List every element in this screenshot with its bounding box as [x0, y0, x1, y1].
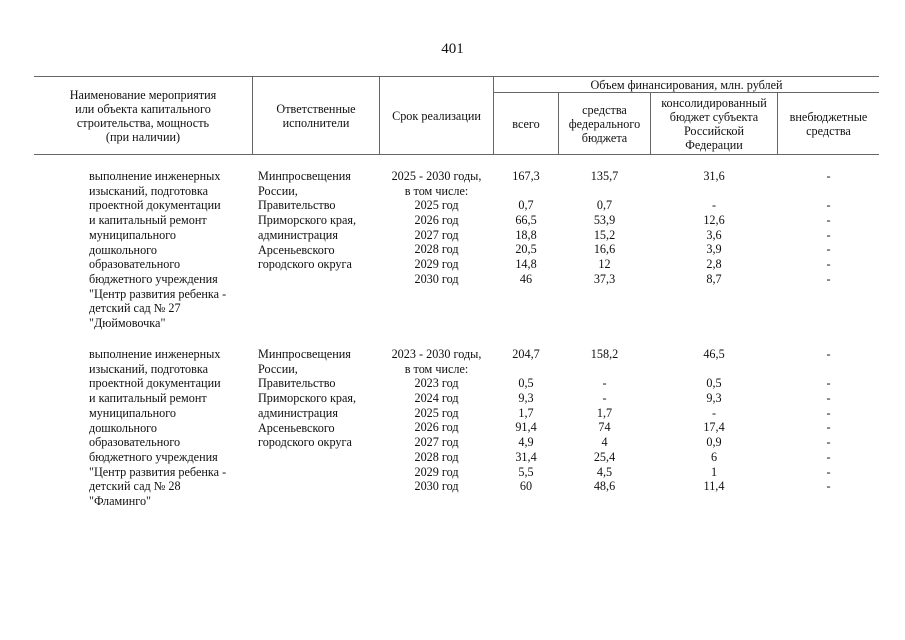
header-federal: средства федерального бюджета	[568, 102, 641, 145]
header-name: Наименование мероприятия или объекта капитального строительства, мощность (при наличии)	[69, 87, 217, 144]
total-value: 91,4	[515, 420, 537, 435]
period-line: 2027 год	[414, 227, 459, 242]
federal-value: 4,5	[596, 464, 613, 479]
regional-value: 2,8	[706, 257, 722, 272]
extrabudget-value: -	[826, 198, 831, 213]
total-value: 60	[519, 479, 533, 494]
federal-value: 12	[598, 257, 611, 272]
period-line: 2028 год	[414, 449, 459, 464]
federal-value: 4	[601, 435, 608, 450]
federal-value: 53,9	[593, 213, 616, 228]
period-line: 2025 год	[414, 405, 459, 420]
period-line: 2023 - 2030 годы,	[391, 347, 482, 361]
federal-value: 158,2	[590, 347, 619, 361]
row-2-federal	[559, 347, 650, 494]
period-line: 2026 год	[414, 213, 459, 228]
header-regional: консолидированный бюджет субъекта Российской Федерации	[661, 95, 767, 152]
federal-value	[559, 184, 650, 199]
extrabudget-value: -	[826, 213, 831, 228]
total-value	[494, 362, 558, 377]
extrabudget-value: -	[826, 376, 831, 391]
regional-value: 0,9	[706, 435, 722, 450]
federal-value: -	[602, 376, 607, 391]
extrabudget-value: -	[826, 257, 831, 272]
period-line: 2029 год	[414, 257, 459, 272]
extrabudget-value: -	[826, 227, 831, 242]
total-value: 66,5	[515, 213, 537, 228]
row-2-responsible: Минпросвещения России, Правительство Приморского края, администрация Арсеньевского городского округа	[258, 347, 357, 450]
extrabudget-value: -	[826, 391, 831, 406]
regional-value: 8,7	[706, 271, 722, 286]
federal-value: -	[602, 391, 607, 406]
total-value: 1,7	[518, 405, 534, 420]
period-line: 2027 год	[414, 435, 459, 450]
total-value: 14,8	[515, 257, 537, 272]
row-1-total	[494, 169, 558, 287]
federal-value	[559, 362, 650, 377]
period-line: 2030 год	[414, 271, 459, 286]
extrabudget-value: -	[826, 271, 831, 286]
federal-value: 74	[598, 420, 611, 435]
header-bottom-border	[34, 154, 879, 155]
total-value: 20,5	[515, 242, 537, 257]
period-line: 2025 - 2030 годы,	[391, 169, 482, 183]
period-line: в том числе:	[404, 361, 469, 376]
total-value: 0,5	[518, 376, 534, 391]
row-1-name: выполнение инженерных изысканий, подготовка проектной документации и капитальный ремонт муниципального дошкольного образовательного бюджетного учреждения "Центр развития ребенка - детский сад № 27 "Дюймовочка"	[89, 169, 227, 331]
row-2-total	[494, 347, 558, 494]
regional-value: 3,6	[706, 227, 722, 242]
federal-value: 48,6	[593, 479, 616, 494]
period-line: в том числе:	[404, 183, 469, 198]
row-2-regional	[651, 347, 777, 494]
extrabudget-value: -	[826, 479, 831, 494]
period-line: 2028 год	[414, 242, 459, 257]
regional-value: 17,4	[703, 420, 725, 435]
period-line: 2023 год	[414, 376, 459, 391]
total-value: 0,7	[518, 198, 534, 213]
period-line: 2029 год	[414, 464, 459, 479]
regional-value: 1	[710, 464, 718, 479]
row-1-regional	[651, 169, 777, 287]
regional-value: 12,6	[703, 213, 725, 228]
total-value: 5,5	[518, 464, 534, 479]
page-number: 401	[441, 41, 464, 57]
header-responsible: Ответственные исполнители	[276, 101, 356, 130]
regional-value: 6	[710, 449, 718, 464]
period-line: 2026 год	[414, 420, 459, 435]
regional-value: 46,5	[703, 347, 725, 361]
regional-value: 9,3	[706, 391, 722, 406]
regional-value	[651, 362, 777, 377]
total-value: 4,9	[518, 435, 534, 450]
federal-value: 0,7	[596, 198, 613, 213]
row-1-periods	[380, 169, 493, 287]
federal-value: 25,4	[593, 449, 616, 464]
total-value: 167,3	[512, 169, 540, 183]
row-1-federal	[559, 169, 650, 287]
header-total: всего	[512, 116, 540, 131]
row-2-extrabudget	[778, 347, 879, 494]
total-value: 46	[519, 271, 533, 286]
regional-value: -	[711, 405, 717, 420]
regional-value: 31,6	[703, 169, 725, 183]
period-line: 2024 год	[414, 391, 459, 406]
extrabudget-value: -	[826, 242, 831, 257]
row-1-responsible: Минпросвещения России, Правительство Приморского края, администрация Арсеньевского городского округа	[258, 169, 357, 272]
extrabudget-value: -	[826, 435, 831, 450]
federal-value: 1,7	[596, 405, 613, 420]
regional-value: 0,5	[706, 376, 722, 391]
regional-value: 3,9	[706, 242, 722, 257]
extrabudget-value: -	[826, 464, 831, 479]
federal-value: 16,6	[593, 242, 616, 257]
total-value: 31,4	[515, 449, 537, 464]
federal-value: 15,2	[593, 227, 616, 242]
extrabudget-value: -	[826, 405, 831, 420]
row-1-extrabudget	[778, 169, 879, 287]
period-line: 2030 год	[414, 479, 459, 494]
total-value: 18,8	[515, 227, 537, 242]
regional-value: 11,4	[703, 479, 725, 494]
extrabudget-value: -	[826, 449, 831, 464]
regional-value	[651, 184, 777, 199]
total-value: 204,7	[512, 347, 540, 361]
row-2-name: выполнение инженерных изысканий, подготовка проектной документации и капитальный ремонт муниципального дошкольного образовательного бюджетного учреждения "Центр развития ребенка - детский сад № 28 "Фламинго"	[89, 347, 227, 509]
total-value: 9,3	[518, 391, 534, 406]
header-funding-group: Объем финансирования, млн. рублей	[590, 77, 783, 92]
total-value	[494, 184, 558, 199]
federal-value: 135,7	[590, 169, 619, 183]
regional-value: -	[711, 198, 717, 213]
federal-value: 37,3	[593, 271, 616, 286]
extrabudget-value: -	[826, 169, 831, 183]
header-period: Срок реализации	[392, 108, 481, 123]
extrabudget-value	[778, 184, 879, 199]
extrabudget-value: -	[826, 420, 831, 435]
period-line: 2025 год	[414, 198, 459, 213]
extrabudget-value: -	[826, 347, 831, 361]
row-2-periods	[380, 347, 493, 494]
header-extrabudget: внебюджетные средства	[789, 109, 868, 138]
extrabudget-value	[778, 362, 879, 377]
